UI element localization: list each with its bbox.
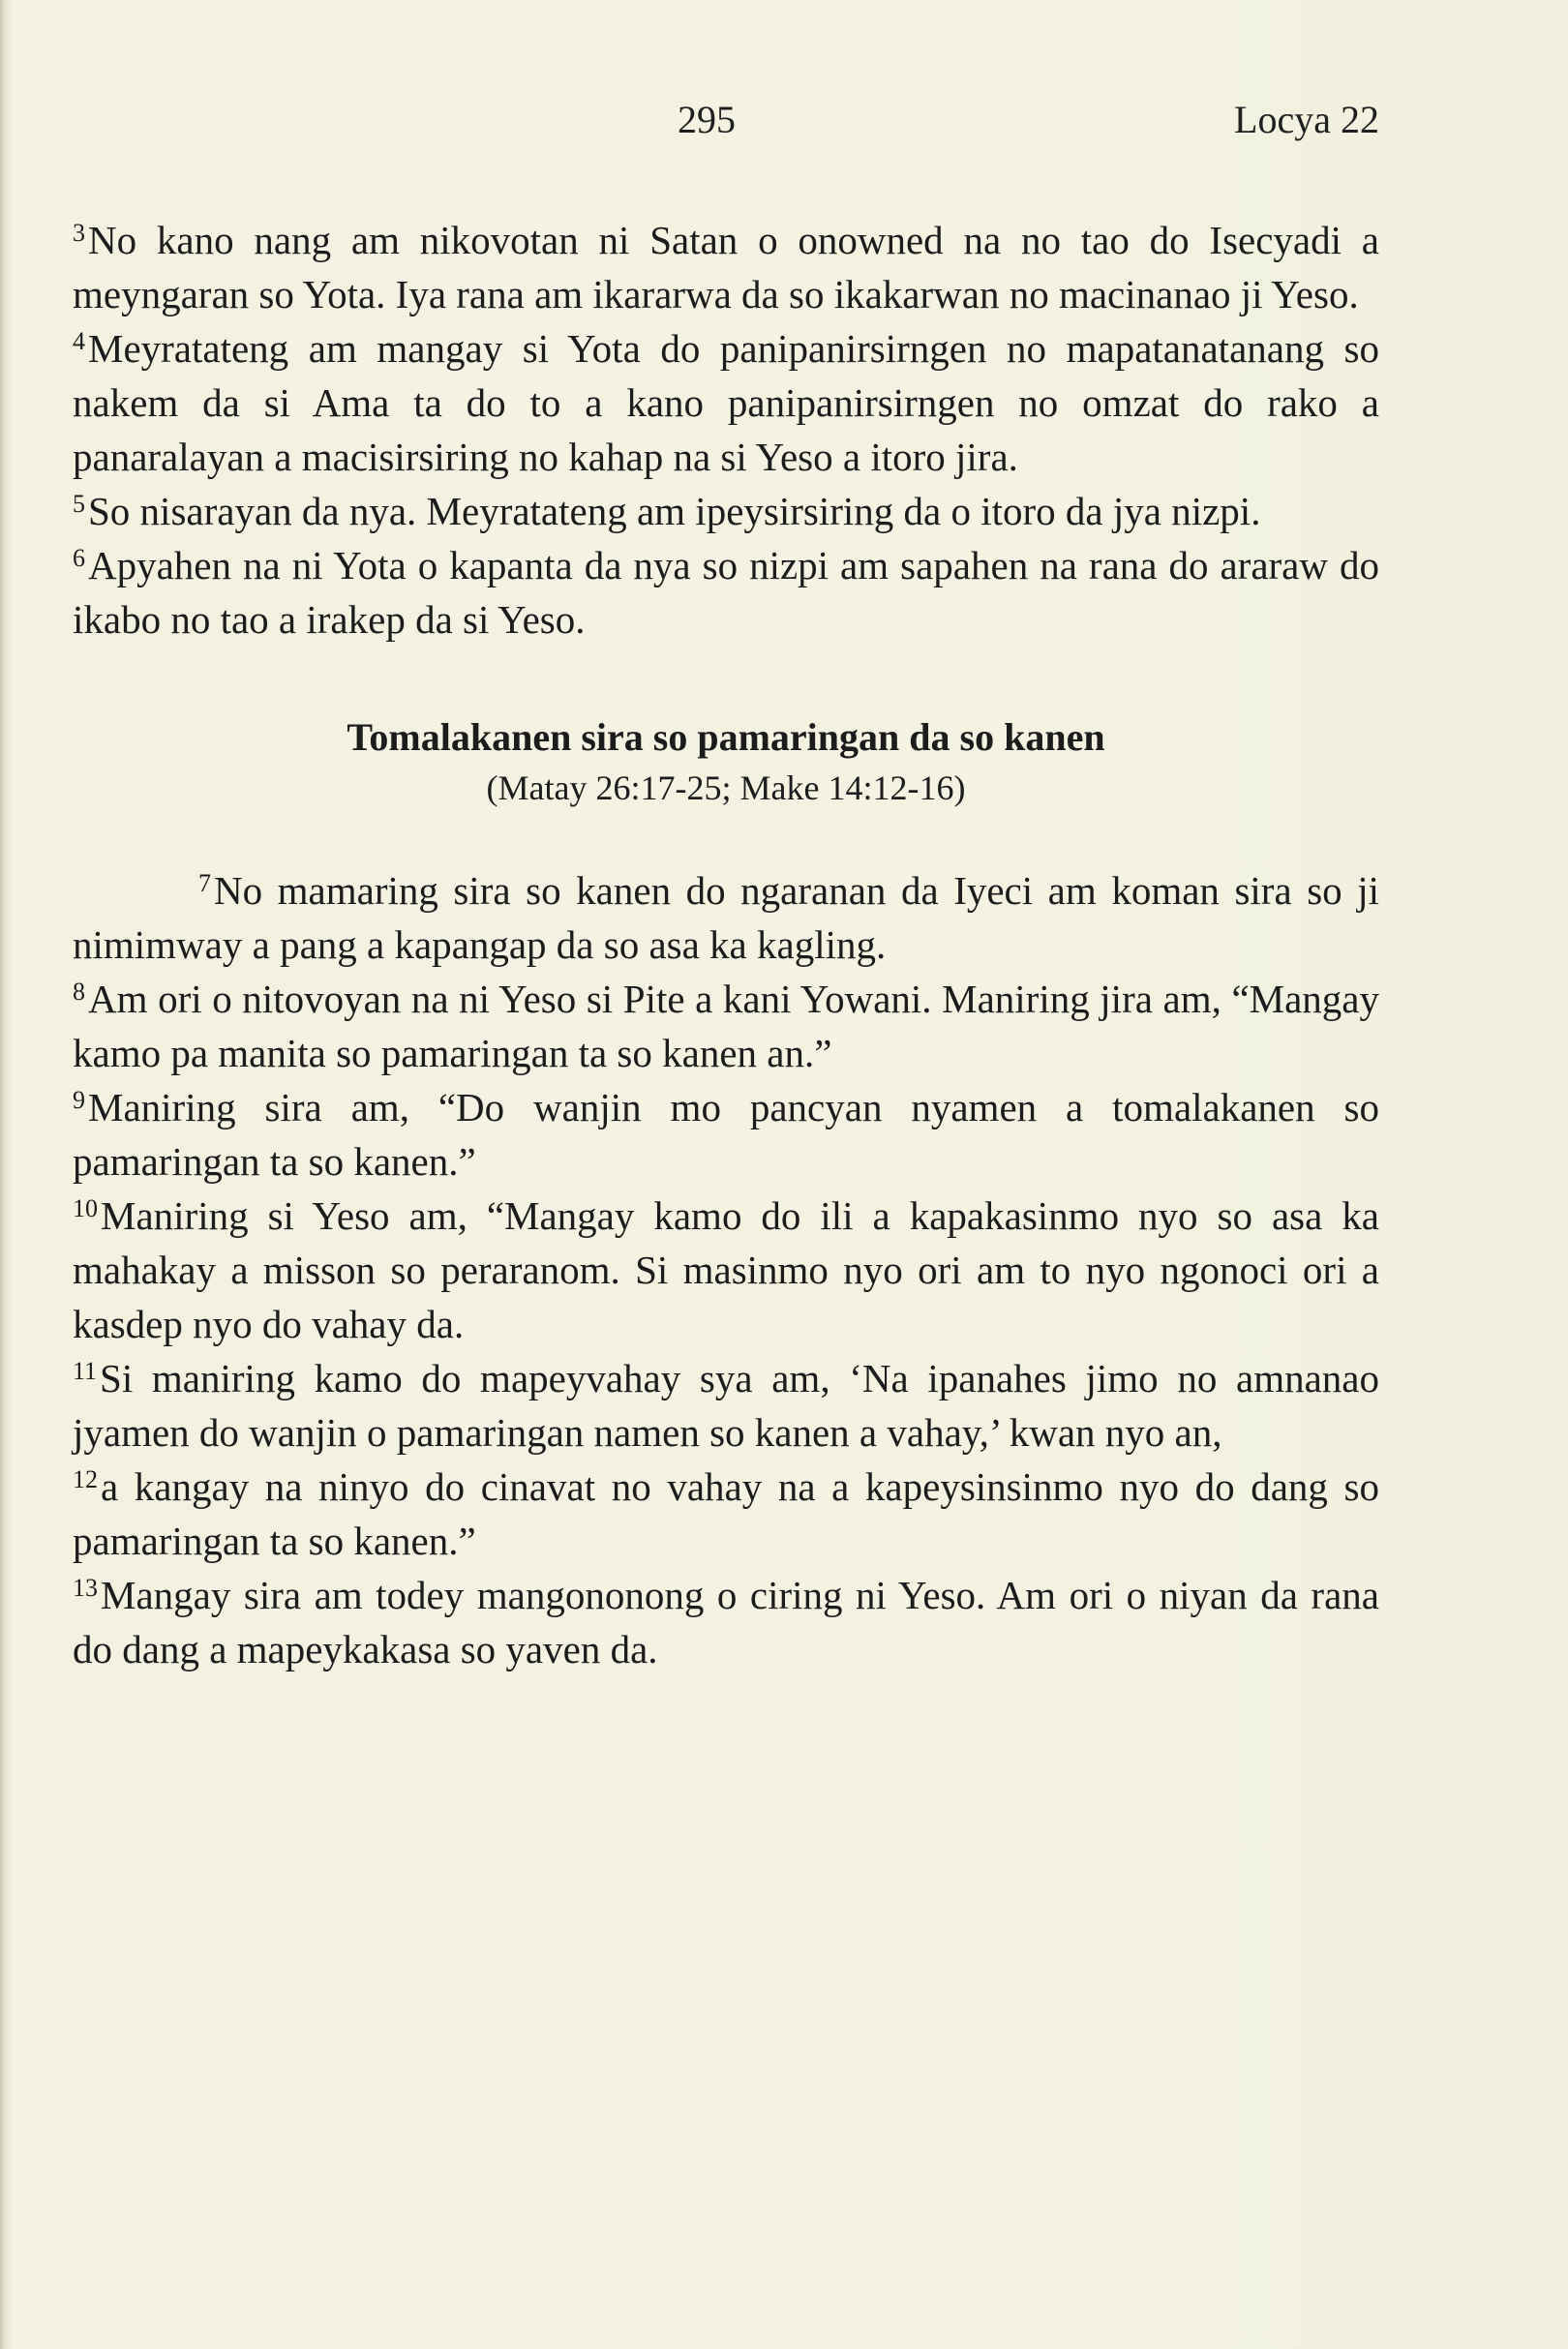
verse-text: a kangay na ninyo do cinavat no vahay na a kapeysinsinmo nyo do dang so pamaringan ta so kanen.” <box>73 1464 1379 1563</box>
verse-number: 5 <box>73 490 85 518</box>
verse-text: Am ori o nitovoyan na ni Yeso si Pite a kani Yowani. Maniring jira am, “Mangay kamo pa manita so pamaringan ta so kanen an.” <box>73 977 1379 1075</box>
verse-text: Mangay sira am todey mangononong o ciring ni Yeso. Am ori o niyan da rana do dang a mapeykakasa so yaven da. <box>73 1573 1379 1671</box>
verse-text: Si maniring kamo do mapeyvahay sya am, ‘Na ipanahes jimo no amnanao jyamen do wanjin o pamaringan namen so kanen a vahay,’ kwan nyo an, <box>73 1356 1379 1455</box>
verse-4 <box>73 321 1379 484</box>
page-header <box>0 97 1568 155</box>
verse-number: 13 <box>73 1574 98 1602</box>
verse-text: Meyratateng am mangay si Yota do panipanirsirngen no mapatanatanang so nakem da si Ama ta do to a kano panipanirsirngen no omzat do rako a panaralayan a macisirsiring no kahap na si Yeso a itoro jira. <box>73 326 1379 479</box>
verse-text: No mamaring sira so kanen do ngaranan da Iyeci am koman sira so ji nimimway a pang a kapangap da so asa ka kagling. <box>73 868 1379 967</box>
verse-number: 10 <box>73 1194 98 1222</box>
verse-number: 9 <box>73 1086 85 1114</box>
running-head: Locya 22 <box>1234 98 1379 141</box>
section-cross-reference: (Matay 26:17-25; Make 14:12-16) <box>486 768 966 807</box>
verse-text: Maniring sira am, “Do wanjin mo pancyan nyamen a tomalakanen so pamaringan ta so kanen.” <box>73 1085 1379 1184</box>
verse-7 <box>73 863 1379 972</box>
section-heading: Tomalakanen sira so pamaringan da so kanen <box>347 715 1105 759</box>
verse-13 <box>73 1568 1379 1676</box>
verse-number: 7 <box>198 869 211 897</box>
verse-9 <box>73 1080 1379 1189</box>
page-number: 295 <box>678 98 736 141</box>
verse-number: 8 <box>73 978 85 1006</box>
verse-12 <box>73 1460 1379 1568</box>
verse-number: 6 <box>73 544 85 572</box>
verse-6 <box>73 538 1379 647</box>
verse-3 <box>73 213 1379 321</box>
verse-text: Maniring si Yeso am, “Mangay kamo do ili a kapakasinmo nyo so asa ka mahakay a misson so peraranom. Si masinmo nyo ori am to nyo ngonoci ori a kasdep nyo do vahay da. <box>73 1193 1379 1346</box>
verse-10 <box>73 1189 1379 1351</box>
verse-number: 3 <box>73 219 85 247</box>
scripture-text <box>73 213 1379 1676</box>
verse-text: So nisarayan da nya. Meyratateng am ipeysirsiring da o itoro da jya nizpi. <box>88 489 1261 533</box>
verse-number: 4 <box>73 327 85 355</box>
verse-number: 11 <box>73 1357 98 1385</box>
verse-text: Apyahen na ni Yota o kapanta da nya so nizpi am sapahen na rana do araraw do ikabo no tao a irakep da si Yeso. <box>73 543 1379 642</box>
verse-8 <box>73 972 1379 1080</box>
verse-11 <box>73 1351 1379 1460</box>
verse-text: No kano nang am nikovotan ni Satan o onowned na no tao do Isecyadi a meyngaran so Yota. Iya rana am ikararwa da so ikakarwan no macinanao ji Yeso. <box>73 218 1379 316</box>
verse-number: 12 <box>73 1465 98 1493</box>
verse-5 <box>73 484 1379 538</box>
